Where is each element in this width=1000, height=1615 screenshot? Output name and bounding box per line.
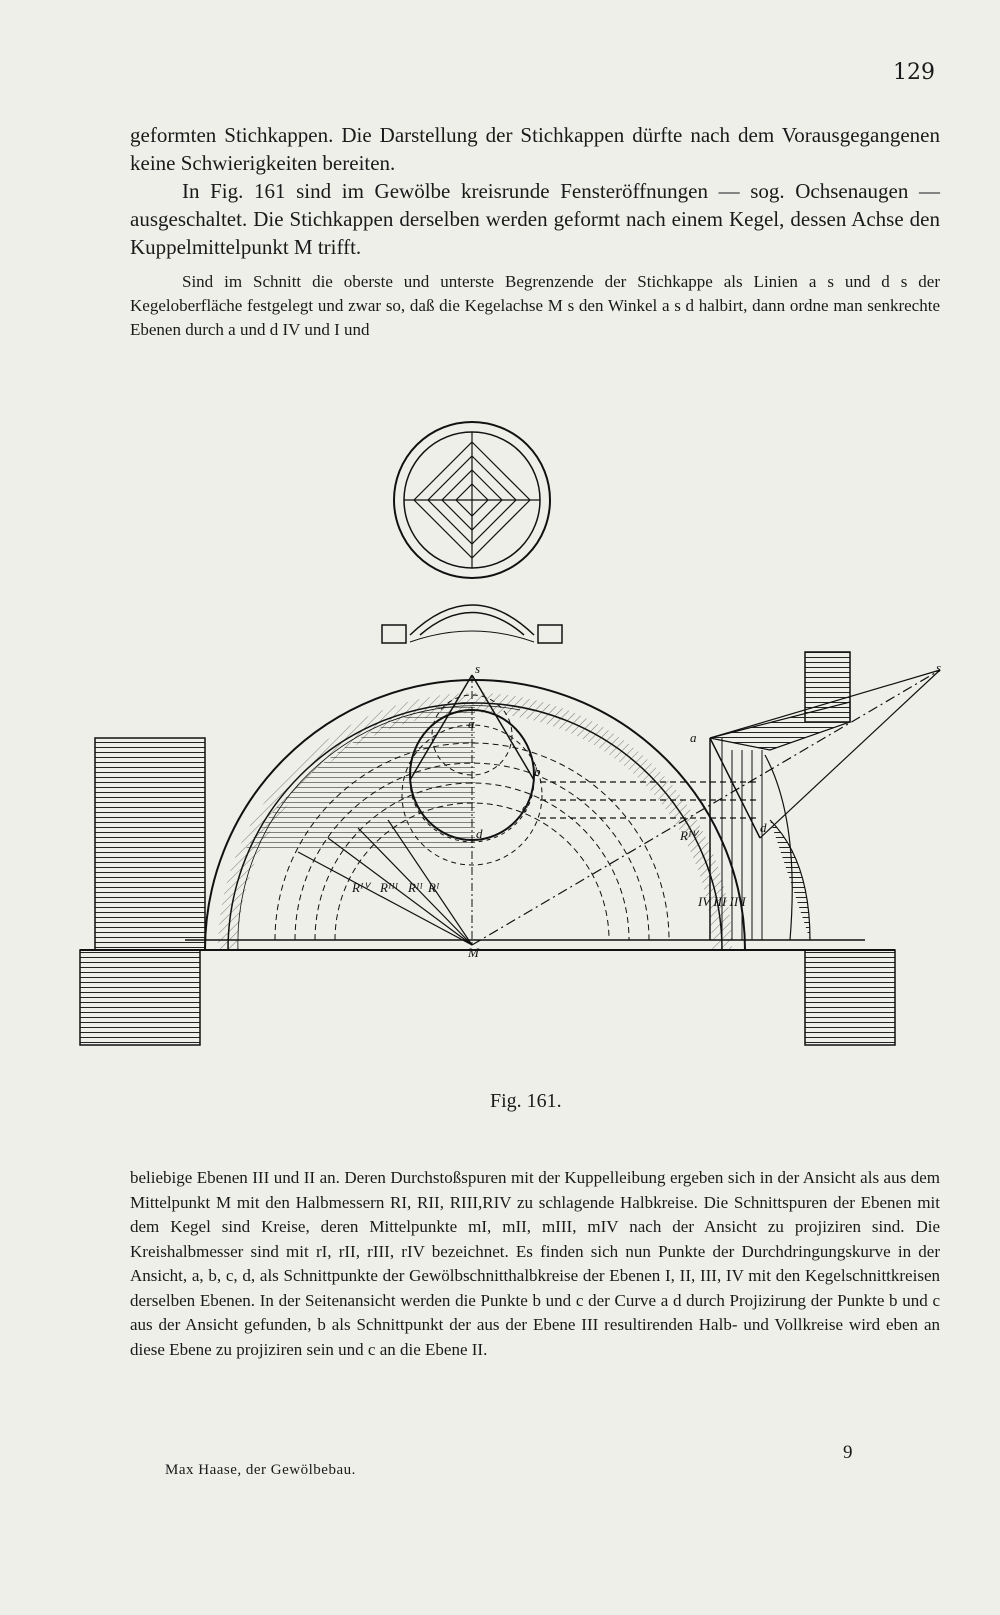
label-planes: IV III II I [698, 894, 746, 909]
lantern-crown [382, 605, 562, 643]
label-d-right: d [760, 820, 767, 835]
label-s-apex: s [475, 661, 481, 676]
signature-mark: 9 [843, 1442, 853, 1463]
label-R-side: Rᴵⱽ [680, 828, 697, 843]
label-c: c [522, 800, 528, 815]
label-R-III: Rᴵᴵᴵ [380, 880, 399, 895]
label-M: M [468, 945, 479, 960]
label-b: b [534, 764, 541, 779]
paragraph-3: Sind im Schnitt die oberste und unterste Begrenzende der Stichkappe als Linien a s und d s der Kegeloberfläche festgelegt und zwar so, daß die Kegelachse M s den Winkel a s d halbirt, dann ordne man senkrechte Ebenen durch a und d IV und I und [130, 272, 940, 339]
label-d-left: d [476, 826, 483, 841]
window-plan-circle [394, 422, 550, 578]
figure-caption: Fig. 161. [490, 1090, 562, 1112]
label-R-I: Rᴵ [428, 880, 440, 895]
label-a-right: a [690, 730, 697, 745]
paragraph-1: geformten Stichkappen. Die Darstellung der Stichkappen dürfte nach dem Vorausgegangenen keine Schwierigkeiten bereiten. [130, 123, 940, 175]
paragraph-2: In Fig. 161 sind im Gewölbe kreisrunde Fensteröffnungen — sog. Ochsenaugen — ausgeschaltet. Die Stichkappen derselben werden geformt nach einem Kegel, dessen Achse den Kuppelmittelpunkt M trifft. [130, 179, 940, 259]
footer-imprint: Max Haase, der Gewölbebau. [165, 1462, 356, 1478]
left-wall [95, 738, 205, 950]
page-number: 129 [893, 60, 935, 85]
label-s-right: s [936, 660, 942, 675]
left-base [80, 950, 200, 1045]
label-R-IV: Rᴵⱽ [352, 880, 369, 895]
label-R-II: Rᴵᴵ [408, 880, 423, 895]
label-a-left: a [468, 716, 475, 731]
figure-161-drawing [70, 420, 942, 1080]
paragraph-4: beliebige Ebenen III und II an. Deren Durchstoßspuren mit der Kuppelleibung ergeben sich in der Ansicht als aus dem Mittelpunkt M mit den Halbmessern RI, RII, RIII,RIV zu schlagende Halbkreise. Die Schnittspuren der Ebenen mit dem Kegel sind Kreise, deren Mittelpunkte mI, mII, mIII, mIV nach der Ansicht zu projiziren sind. Die Kreishalbmesser sind mit rI, rII, rIII, rIV bezeichnet. Es finden sich nun Punkte der Durchdringungskurve in der Ansicht, a, b, c, d, als Schnittpunkte der Gewölbschnitthalbkreise der Ebenen I, II, III, IV mit den Kegelschnittkreisen derselben Ebenen. In der Seitenansicht werden die Punkte b und c der Curve a d durch Projizirung der Punkte b und c aus der Ansicht gefunden, b als Schnittpunkt der aus der Ebene III resultirenden Halb- und Vollkreise wird eben an diese Ebene zu projiziren sein und c an die Ebene II. [130, 1168, 940, 1359]
right-base [805, 950, 895, 1045]
